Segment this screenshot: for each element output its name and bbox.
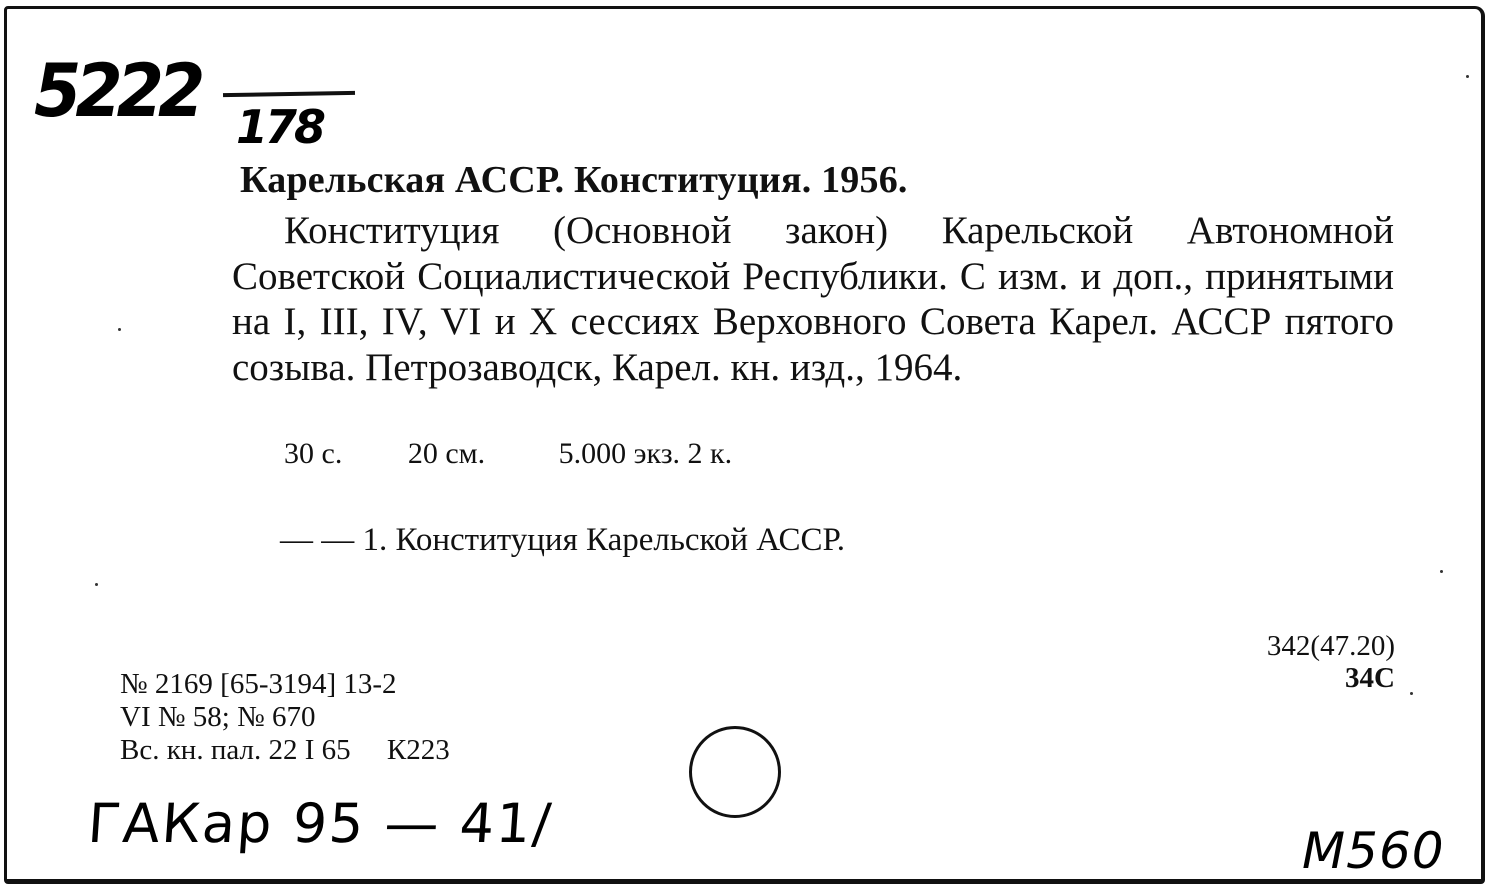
- bibliographic-description: Конституция (Основной закон) Карельской Автономной Советской Социалистической Республики. С изм. и доп., принятыми на I, III, IV, VI и X сессиях Верховного Совета Карел. АССР пятого созыва. Петрозаводск, Карел. кн. изд., 1964.: [232, 209, 1394, 389]
- pages: 30 с.: [284, 437, 343, 470]
- speck: [1440, 570, 1443, 573]
- author-mark: 34С: [1345, 662, 1395, 694]
- archive-note: ГАКар 95 — 41/: [85, 792, 555, 855]
- punch-hole: [689, 726, 781, 818]
- size: 20 см.: [407, 437, 486, 470]
- shelf-subnumber: 178: [236, 100, 324, 154]
- shelf-number: 5222: [34, 48, 200, 135]
- registry-block: [120, 668, 450, 767]
- registry-line: № 2169 [65-3194] 13-2: [120, 668, 397, 700]
- inventory-number: М560: [1302, 822, 1445, 880]
- speck: [1410, 692, 1413, 695]
- copies: 5.000 экз. 2 к.: [558, 437, 733, 470]
- subject-entry: — — 1. Конституция Карельской АССР.: [280, 522, 845, 558]
- classification-code: 342(47.20): [1266, 630, 1395, 662]
- collation-line: [284, 437, 732, 471]
- speck: [118, 328, 121, 331]
- classification-number: [1267, 630, 1395, 694]
- speck: [95, 583, 98, 586]
- speck: [1466, 75, 1469, 78]
- card-heading: Карельская АССР. Конституция. 1956.: [240, 159, 908, 201]
- registry-line: VI № 58; № 670: [120, 701, 316, 733]
- registry-line: Вс. кн. пал. 22 I 65 К223: [120, 734, 450, 766]
